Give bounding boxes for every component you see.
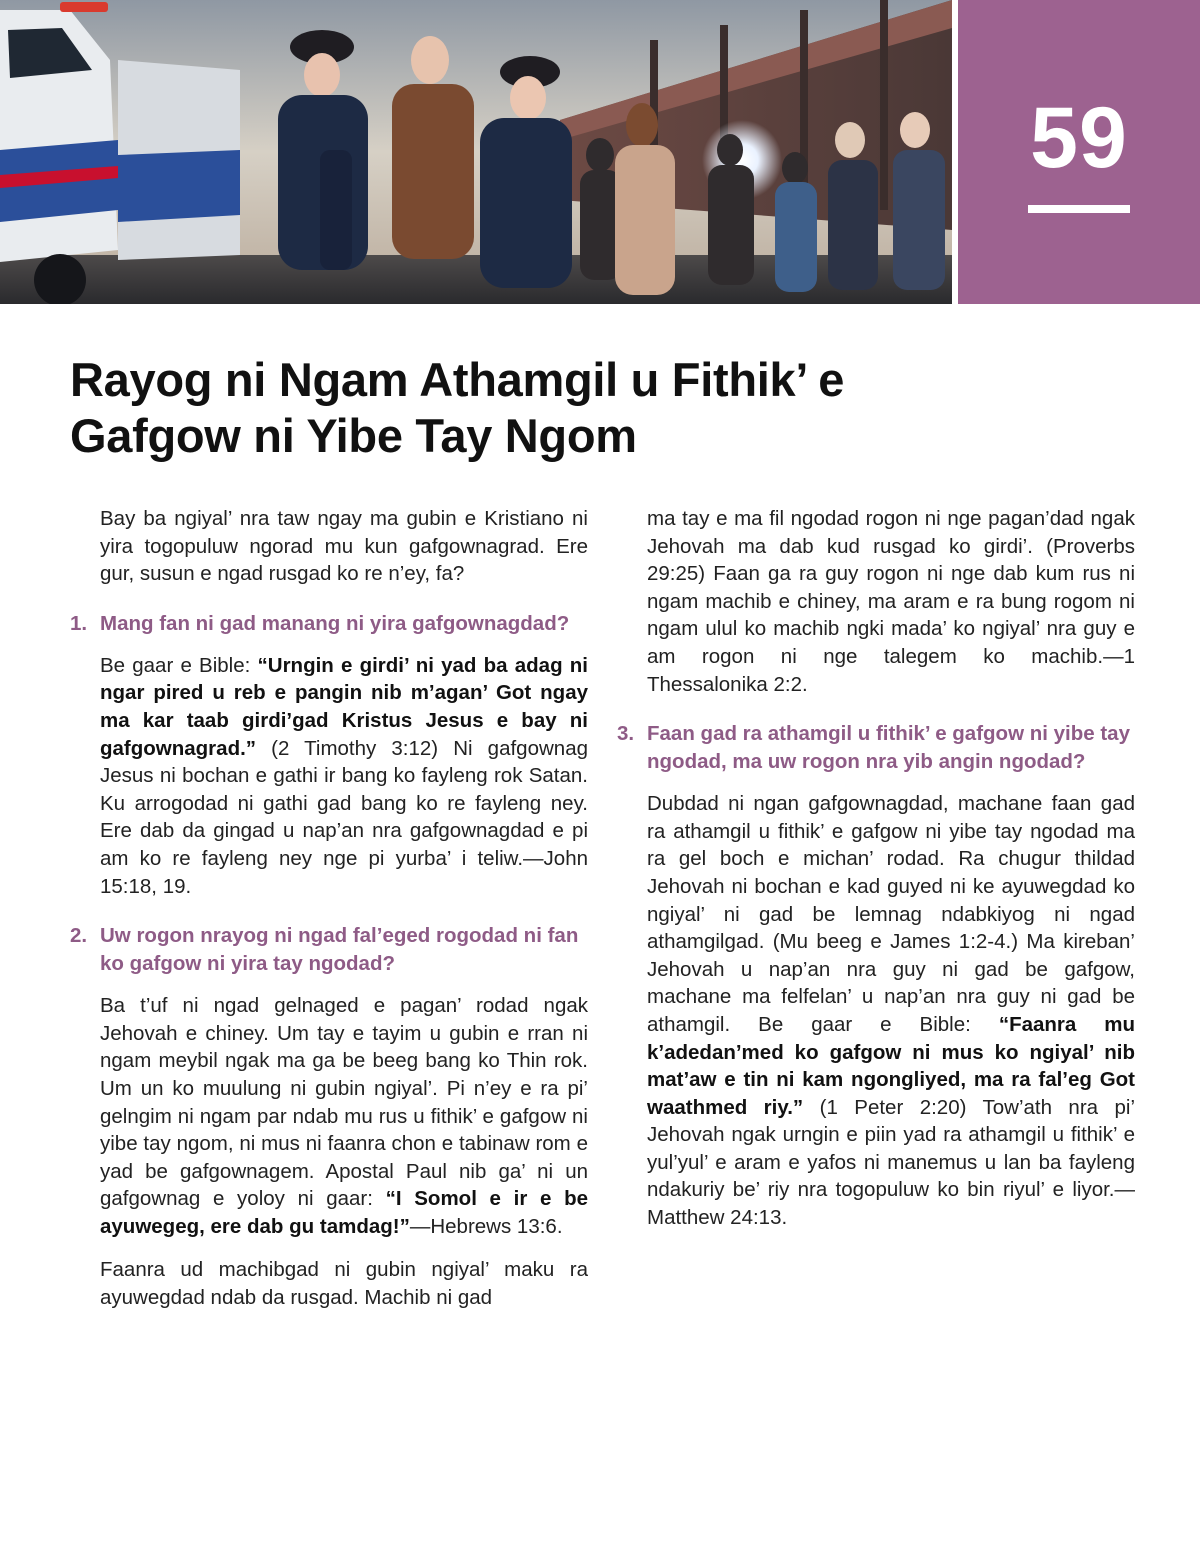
question-1 bbox=[70, 610, 588, 638]
answer-3-scripture-quote: “Faanra mu k’adedan’med ko gafgow ni mus ko ngiyal’ nib mat’aw e tin ni kam ngongliyed, ma ra fal’eg Got waathmed riy.” bbox=[647, 1012, 1136, 1119]
answer-3-lead: Dubdad ni ngan gafgownagdad, machane faan gad ra athamgil u fithik’ e gafgow ni yibe tay ngodad ma ra gel boch e michan’ rodad. Ra chugur thildad Jehovah ni bochan e kad guyed ni ke ayuwegdad ko ngiyal’ ni gad be lemnag ndabkiyog ni ngad athamgilgad. (Mu beeg e James 1:2-4.) Ma kireban’ Jehovah u nap’an nra guy ni gad be gafgow, machane ma felfelan’ u nap’an nra guy ni gad be athamgil. Be gaar e Bible: bbox=[647, 792, 1135, 1036]
answer-1-lead: Be gaar e Bible: bbox=[100, 653, 258, 677]
answer-1-paragraph bbox=[100, 652, 588, 900]
answer-1-scripture-quote: “Urngin e girdi’ ni yad ba adag ni ngar pired u reb e pangin nib m’agan’ Got ngay ma kar taab girdi’gad Kristus Jesus e bay ni gafgownagrad.” bbox=[100, 653, 588, 760]
answer-3-paragraph bbox=[647, 790, 1135, 1232]
question-1-number: 1. bbox=[70, 611, 88, 635]
answer-2-scripture-quote: “I Somol e ir e be ayuwegeg, ere dab gu tamdag!” bbox=[100, 1187, 588, 1238]
lesson-number-box bbox=[958, 0, 1200, 304]
question-2-number: 2. bbox=[70, 924, 88, 948]
police-escort-photo bbox=[0, 0, 952, 304]
right-column bbox=[617, 505, 1135, 1248]
header-photo bbox=[0, 0, 952, 304]
question-3-number: 3. bbox=[617, 722, 635, 746]
lesson-number-underline bbox=[1028, 205, 1130, 213]
question-3-text: Faan gad ra athamgil u fithik’ e gafgow ni yibe tay ngodad, ma uw rogon nra yib angin ngodad? bbox=[647, 722, 1130, 774]
left-column bbox=[70, 505, 588, 1328]
page-title-line-2: Gafgow ni Yibe Tay Ngom bbox=[70, 409, 637, 462]
page-title-line-1: Rayog ni Ngam Athamgil u Fithik’ e bbox=[70, 353, 845, 406]
answer-2-second-paragraph: Faanra ud machibgad ni gubin ngiyal’ maku ra ayuwegdad ndab da rusgad. Machib ni gad bbox=[100, 1258, 588, 1310]
answer-1-rest: (2 Timothy 3:12) Ni gafgownag Jesus ni bochan e gathi ir bang ko fayleng rok Satan. Ku arrogodad ni gathi gad bang ko re fayleng ney. Ere dab da gingad u nap’an nra gafgownagdad e pi am ko re fayleng ney nge pi yurba’ i teliw.—John 15:18, 19. bbox=[100, 736, 588, 898]
question-2-text: Uw rogon nrayog ni ngad fal’eged rogodad ni fan ko gafgow ni yira tay ngodad? bbox=[100, 924, 579, 976]
page-title bbox=[70, 352, 1050, 464]
answer-2-rest: —Hebrews 13:6. bbox=[409, 1214, 563, 1238]
answer-2-paragraph bbox=[100, 992, 588, 1240]
intro-paragraph: Bay ba ngiyal’ nra taw ngay ma gubin e Kristiano ni yira togopuluw ngorad mu kun gafgownagrad. Ere gur, susun e ngad rusgad ko re n’ey, fa? bbox=[100, 507, 588, 586]
question-3 bbox=[617, 720, 1135, 776]
question-2 bbox=[70, 922, 588, 978]
question-1-text: Mang fan ni gad manang ni yira gafgownagdad? bbox=[100, 611, 570, 635]
answer-3-rest: (1 Peter 2:20) Tow’ath nra pi’ Jehovah ngak urngin e piin yad ra athamgil u fithik’ e yul’yul’ e aram e yafos ni manemus u lan ba fayleng ndakuriy be’ riy nra togopuluw ko bin riyul’ e liyor.—Matthew 24:13. bbox=[647, 1095, 1135, 1230]
answer-2-continued-paragraph: ma tay e ma fil ngodad rogon ni nge pagan’dad ngak Jehovah ma dab kud rusgad ko girdi’. (Proverbs 29:25) Faan ga ra guy rogon ni nge dab kum rus ni ngam machib e chiney, ma aram e ra bung rogom ni ngam ulul ko machib ngki mada’ ko ngiyal’ nra guy e am rogon ni nge talegem ko machib.—1 Thessalonika 2:2. bbox=[647, 507, 1135, 696]
lesson-number: 59 bbox=[1030, 90, 1128, 186]
answer-2-lead: Ba t’uf ni ngad gelnaged e pagan’ rodad ngak Jehovah e chiney. Um tay e tayim u gubin e rran ni ngam meybil ngak ma ga be beeg bang ko Thin rok. Um un ko muulung ni gubin ngiyal’. Pi n’ey e ra pi’ gelngim ni ngam par ndab mu rus u fithik’ e gafgow ni yibe tay ngom, ni mus ni faanra chon e tabinaw rom e yad be gafgownagem. Apostal Paul nib ga’ ni un gafgownag e yoloy ni gaar: bbox=[100, 994, 588, 1211]
